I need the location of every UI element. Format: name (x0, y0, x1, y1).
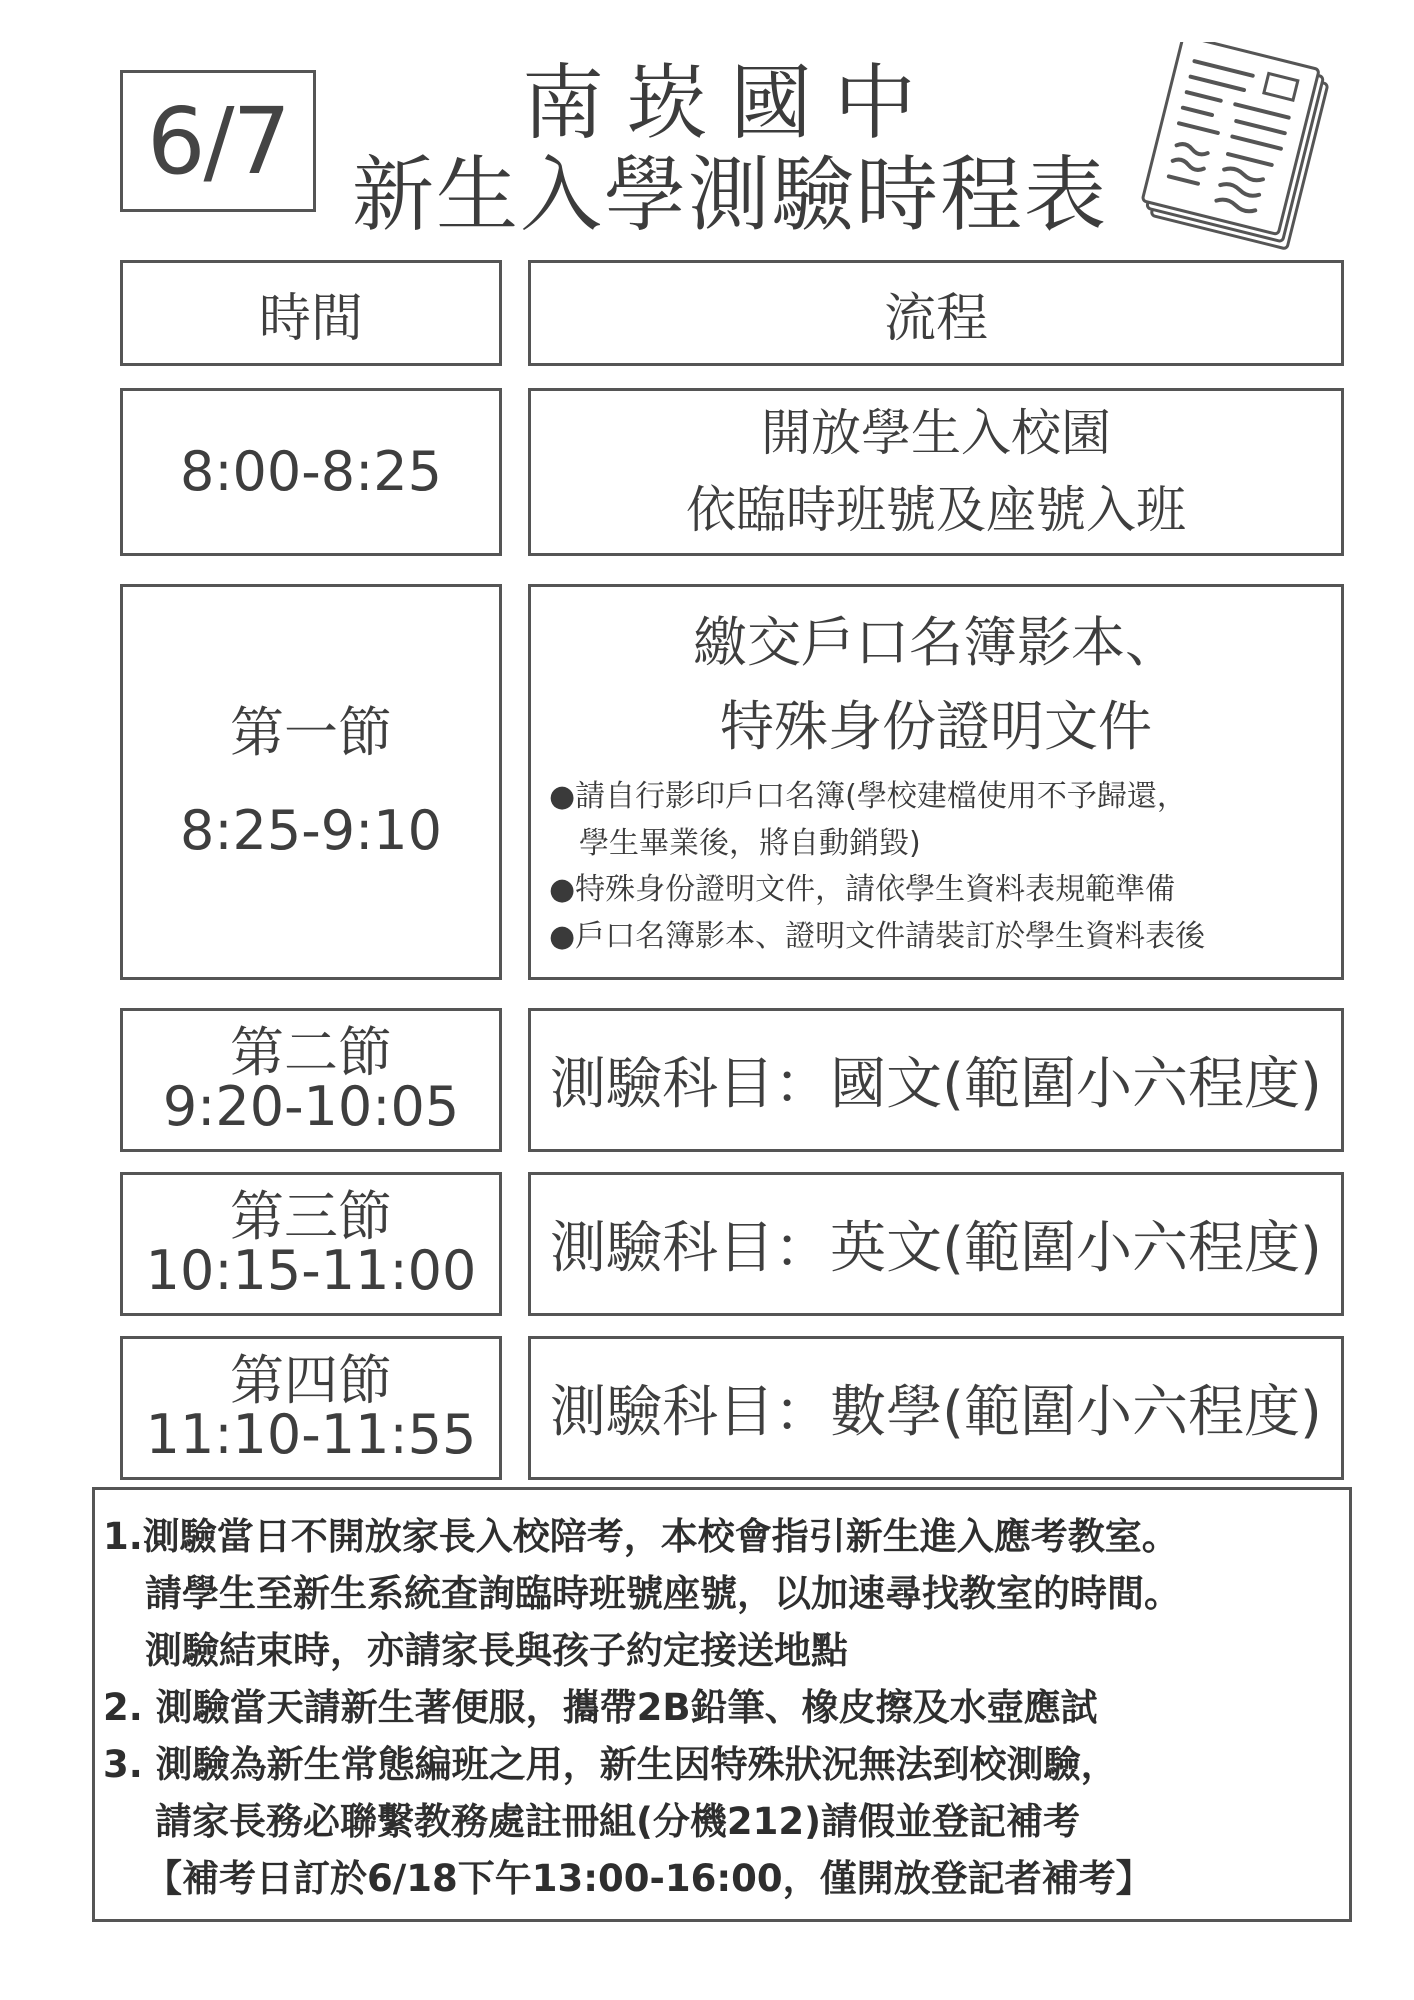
notice-3-cont1: 請家長務必聯繫教務處註冊組(分機212)請假並登記補考 (155, 1800, 1081, 1843)
row5-period: 第四節 (230, 1349, 392, 1412)
row4-period: 第三節 (230, 1185, 392, 1248)
row2-note-3: ●戶口名簿影本、證明文件請裝訂於學生資料表後 (549, 918, 1206, 954)
row2-note-1-cont: 學生畢業後，將自動銷毀) (579, 825, 921, 861)
row2-process-line1: 繳交戶口名簿影本、 (693, 611, 1179, 674)
school-name: 南崁國中 (521, 56, 938, 151)
row2-notes (531, 774, 1341, 960)
header-time-cell (120, 260, 502, 366)
date-text: 6/7 (146, 87, 290, 195)
date-badge (120, 70, 316, 212)
notice-3-cont2: 【補考日訂於6/18下午13:00-16:00，僅開放登記者補考】 (145, 1857, 1153, 1900)
notice-box (92, 1487, 1352, 1922)
row1-process-line1: 開放學生入校園 (761, 403, 1111, 462)
row3-time-cell (120, 1008, 502, 1152)
row3-period: 第二節 (230, 1021, 392, 1084)
row3-time: 9:20-10:05 (162, 1075, 460, 1138)
row2-time: 8:25-9:10 (179, 799, 442, 862)
row2-time-cell (120, 584, 502, 980)
row5-time: 11:10-11:55 (145, 1403, 477, 1466)
row1-time-cell (120, 388, 502, 556)
row4-time-cell (120, 1172, 502, 1316)
notice-1-cont1: 請學生至新生系統查詢臨時班號座號，以加速尋找教室的時間。 (145, 1572, 1181, 1615)
notice-3: 3. 測驗為新生常態編班之用，新生因特殊狀況無法到校測驗， (103, 1743, 1118, 1786)
row2-process-line2: 特殊身份證明文件 (720, 694, 1152, 758)
row5-time-cell (120, 1336, 502, 1480)
row2-note-1: ●請自行影印戶口名簿(學校建檔使用不予歸還， (549, 779, 1187, 815)
notice-2: 2. 測驗當天請新生著便服，攜帶2B鉛筆、橡皮擦及水壺應試 (103, 1686, 1098, 1729)
row5-subject: 測驗科目：數學(範圍小六程度) (550, 1380, 1322, 1445)
notice-1: 1.測驗當日不開放家長入校陪考，本校會指引新生進入應考教室。 (103, 1515, 1179, 1558)
row2-process-cell (528, 584, 1344, 980)
row2-period: 第一節 (230, 701, 392, 764)
row4-process-cell (528, 1172, 1344, 1316)
row5-process-cell (528, 1336, 1344, 1480)
header-process-label: 流程 (883, 288, 988, 349)
page-title: 新生入學測驗時程表 (351, 148, 1108, 243)
newspaper-icon (1130, 42, 1345, 252)
row2-note-2: ●特殊身份證明文件，請依學生資料表規範準備 (549, 872, 1176, 908)
row1-process-line2: 依臨時班號及座號入班 (686, 481, 1186, 539)
row4-subject: 測驗科目：英文(範圍小六程度) (550, 1216, 1322, 1281)
row3-subject: 測驗科目：國文(範圍小六程度) (550, 1052, 1322, 1117)
row3-process-cell (528, 1008, 1344, 1152)
header-time-label: 時間 (258, 288, 363, 349)
row1-process-cell (528, 388, 1344, 556)
row1-time: 8:00-8:25 (179, 440, 442, 503)
notice-1-cont2: 測驗結束時，亦請家長與孩子約定接送地點 (145, 1629, 848, 1672)
header-process-cell (528, 260, 1344, 366)
row4-time: 10:15-11:00 (145, 1239, 477, 1302)
